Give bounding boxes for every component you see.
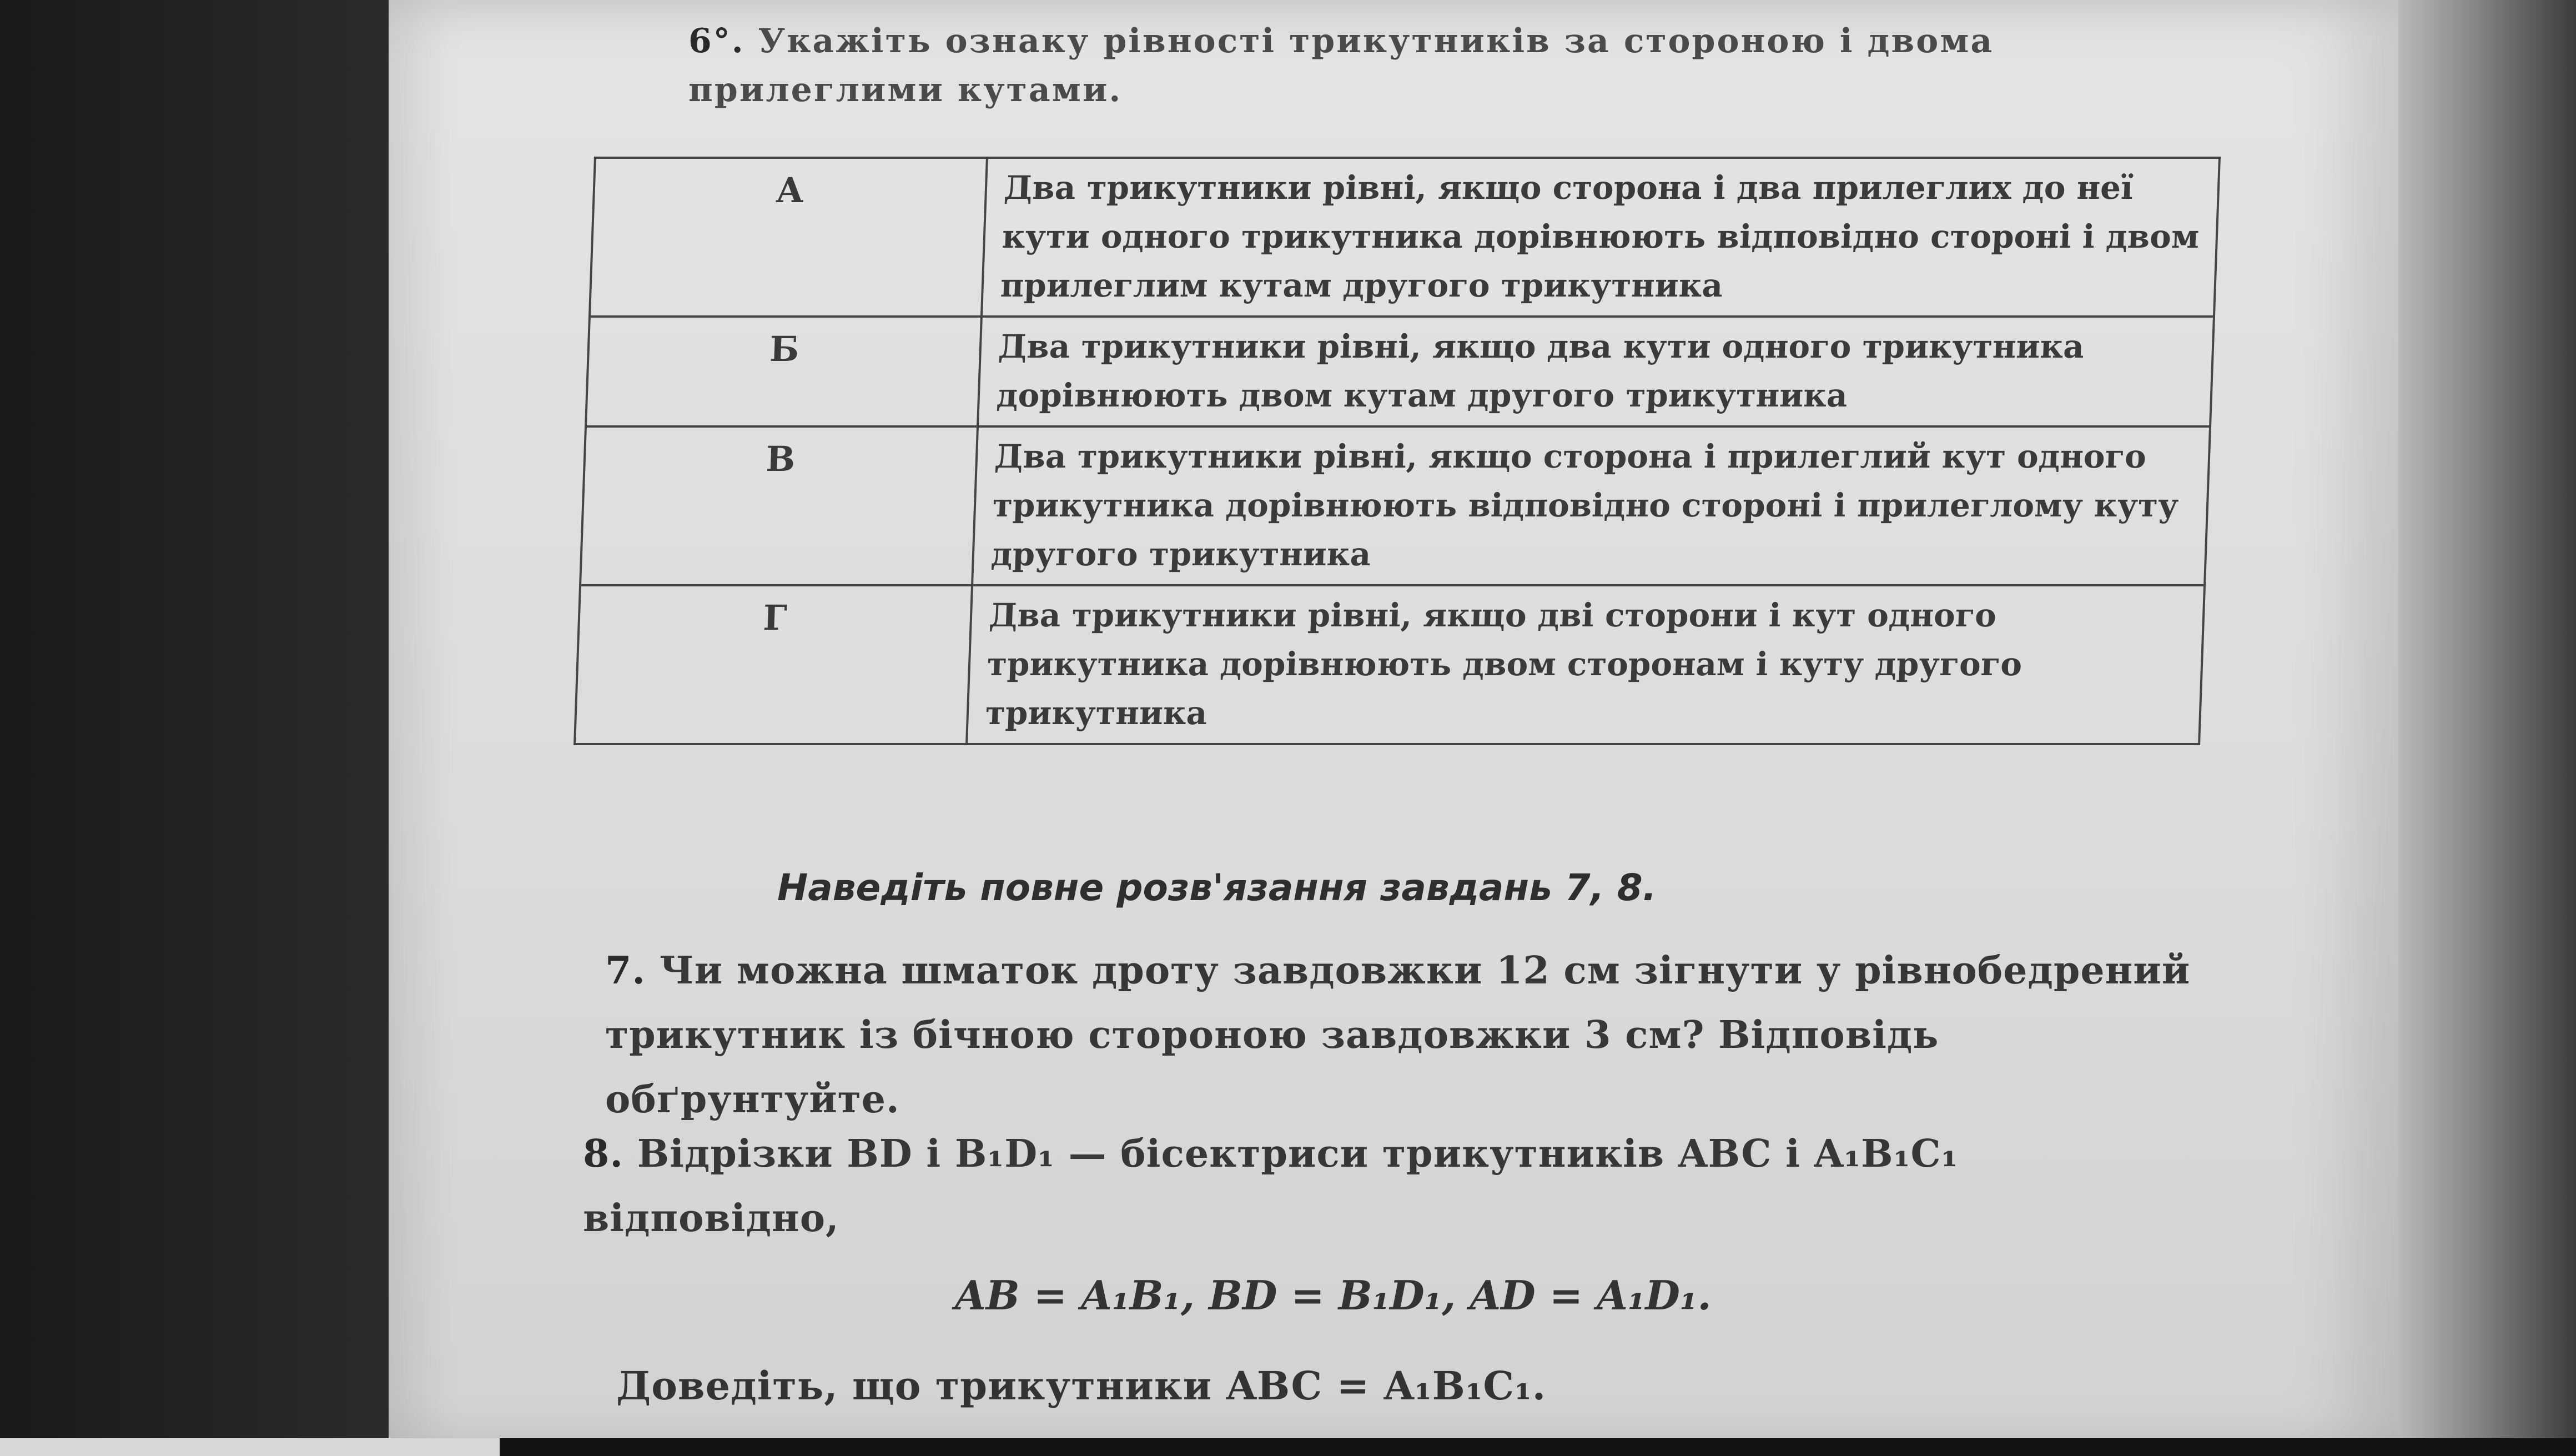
task-8-number: 8. <box>583 1132 623 1176</box>
task-6-text: Укажіть ознаку рівності трикутників за стороною і двома прилеглими кутами. <box>688 22 1994 109</box>
option-letter: В <box>580 426 978 585</box>
option-text: Два трикутники рівні, якщо дві сторони і кут одного трикутника дорівнюють двом сторонам і куту другого трикутника <box>967 585 2205 744</box>
task-7 <box>605 938 2226 1132</box>
option-text: Два трикутники рівні, якщо сторона і два прилеглих до неї кути одного трикутника дорівнюють відповідно стороні і двом прилеглим кутам другого трикутника <box>982 158 2220 317</box>
task-8-equation: AB = A₁B₁, BD = B₁D₁, AD = A₁D₁. <box>955 1272 1712 1319</box>
table-row <box>590 158 2220 317</box>
task-6 <box>688 17 2232 114</box>
instruction-text: Наведіть повне розв'язання завдань 7, 8. <box>777 866 1657 909</box>
task-7-number: 7. <box>605 948 646 993</box>
option-letter: А <box>590 158 987 317</box>
option-text: Два трикутники рівні, якщо два кути одного трикутника дорівнюють двом кутам другого трикутника <box>978 317 2214 426</box>
bottom-edge-light <box>0 1438 500 1456</box>
task-7-text: Чи можна шматок дроту завдовжки 12 см зігнути у рівнобедрений трикутник із бічною стороною завдовжки 3 см? Відповідь обґрунтуйте. <box>605 948 2191 1122</box>
table-row <box>586 317 2214 426</box>
table-row <box>575 585 2205 744</box>
task-8-text: Відрізки BD і B₁D₁ — бісектриси трикутників ABC і A₁B₁C₁ відповідно, <box>583 1132 1959 1241</box>
task-6-number: 6°. <box>688 22 745 61</box>
answer-options-table <box>573 157 2221 745</box>
table-row <box>580 426 2210 585</box>
page-edge-shadow <box>2398 0 2576 1456</box>
task-8-prove: Доведіть, що трикутники ABC = A₁B₁C₁. <box>616 1363 1547 1409</box>
option-text: Два трикутники рівні, якщо сторона і прилеглий кут одного трикутника дорівнюють відповідно стороні і прилеглому куту другого трикутника <box>972 426 2210 585</box>
option-letter: Б <box>586 317 982 426</box>
option-letter: Г <box>575 585 972 744</box>
task-8 <box>583 1122 2226 1251</box>
